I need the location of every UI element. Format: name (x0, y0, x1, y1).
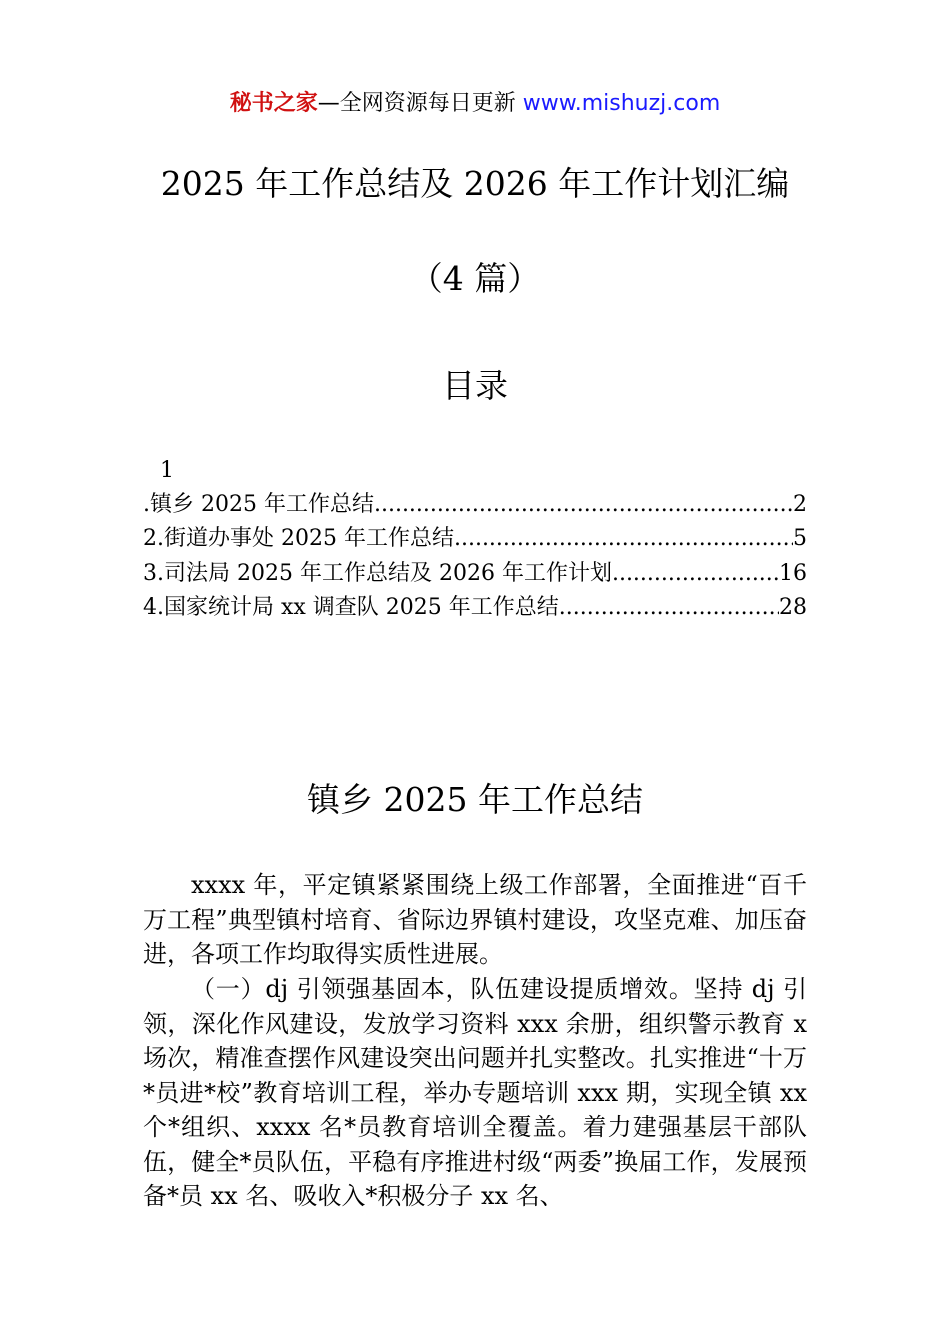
document-subtitle: （4 篇） (409, 259, 541, 298)
toc-entry-label: .镇乡 2025 年工作总结 (143, 492, 374, 517)
toc-entry-page: 5 (793, 526, 807, 551)
site-header (0, 88, 950, 120)
toc-entry-label: 3.司法局 2025 年工作总结及 2026 年工作计划 (143, 561, 612, 586)
site-url-link[interactable]: www.mishuzj.com (522, 91, 721, 116)
body-paragraph: （一）dj 引领强基固本，队伍建设提质增效。坚持 dj 引领，深化作风建设，发放学习资料 xxx 余册，组织警示教育 x 场次，精准查摆作风建设突出问题并扎实整改。扎实推进“十万*员进*校”教育培训工程，举办专题培训 xxx 期，实现全镇 xx 个*组织、xxxx 名*员教育培训全覆盖。着力建强基层干部队伍，健全*员队伍，平稳有序推进村级“两委”换届工作，发展预备*员 xx 名、吸收入*积极分子 xx 名、 (143, 975, 807, 1210)
toc-entry-label: 2.街道办事处 2025 年工作总结 (143, 526, 454, 551)
toc-entry-page: 2 (793, 492, 807, 517)
toc-first-number: 1 (160, 458, 174, 483)
toc-entry-page: 28 (779, 595, 807, 620)
toc-leader-dots (612, 559, 779, 589)
toc-leader-dots (454, 524, 793, 554)
section-title: 镇乡 2025 年工作总结 (307, 780, 643, 819)
header-dash: — (317, 91, 340, 116)
toc-leader-dots (374, 490, 793, 520)
toc-entry[interactable] (143, 593, 807, 623)
toc-entry[interactable] (143, 524, 807, 554)
toc-leader-dots (559, 593, 779, 623)
toc-heading: 目录 (442, 366, 508, 405)
toc-entry-label: 4.国家统计局 xx 调查队 2025 年工作总结 (143, 595, 559, 620)
site-slogan: 全网资源每日更新 (339, 91, 523, 116)
toc-entry-page: 16 (779, 561, 807, 586)
document-title: 2025 年工作总结及 2026 年工作计划汇编 (160, 164, 790, 203)
body-paragraph: xxxx 年，平定镇紧紧围绕上级工作部署，全面推进“百千万工程”典型镇村培育、省际边界镇村建设，攻坚克难、加压奋进，各项工作均取得实质性进展。 (143, 871, 807, 968)
site-brand: 秘书之家 (229, 91, 318, 116)
toc-entry[interactable] (143, 559, 807, 589)
toc-entry[interactable] (143, 490, 807, 520)
